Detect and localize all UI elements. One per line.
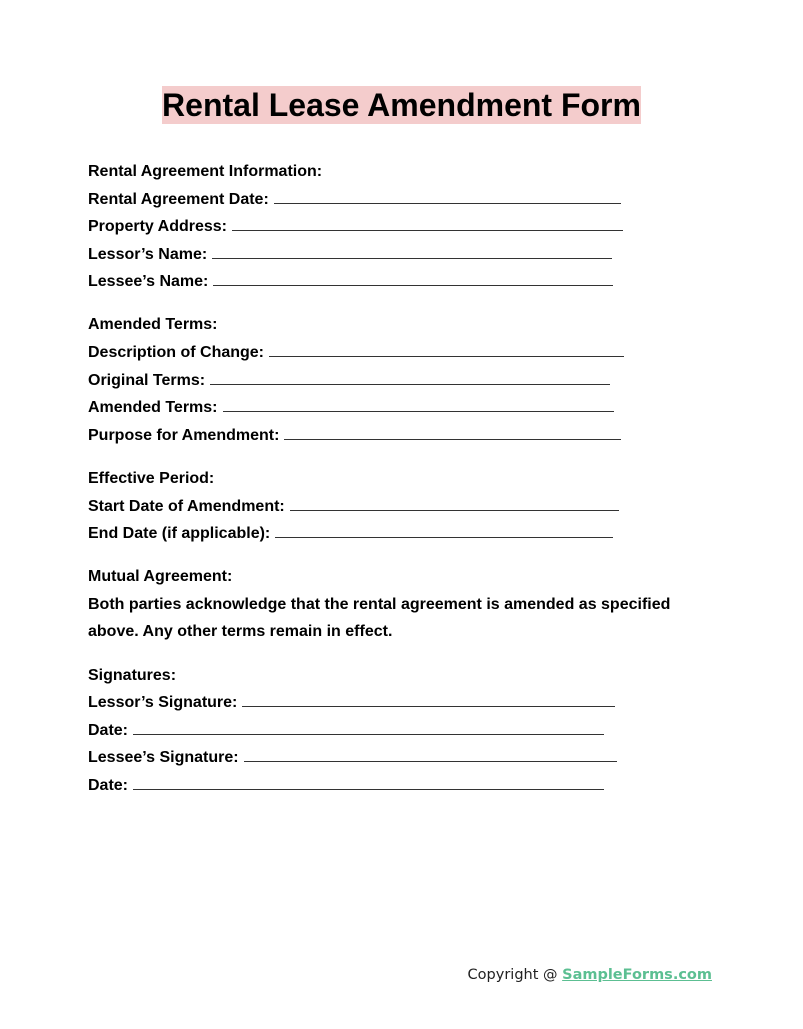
field-label: Property Address: [88,218,227,236]
lessee-signature-blank[interactable] [244,747,617,762]
field-description-of-change [88,339,688,367]
purpose-for-amendment-blank[interactable] [284,425,621,440]
section-heading: Signatures: [88,666,177,684]
field-rental-agreement-date [88,186,688,214]
section-mutual-agreement [88,563,688,646]
section-rental-agreement-info [88,158,688,296]
field-purpose-for-amendment [88,422,688,450]
lessee-date-blank[interactable] [133,775,604,790]
field-label: Lessor’s Name: [88,245,208,263]
lessor-name-blank[interactable] [212,244,612,259]
section-signatures [88,662,688,800]
original-terms-blank[interactable] [210,370,610,385]
field-lessee-signature [88,744,688,772]
section-heading: Effective Period: [88,469,215,487]
field-label: Lessee’s Signature: [88,749,239,767]
section-heading: Amended Terms: [88,316,218,334]
field-label: Date: [88,776,129,794]
field-end-date [88,520,688,548]
footer-copyright [468,967,712,983]
end-date-blank[interactable] [275,523,613,538]
field-amended-terms [88,394,688,422]
description-of-change-blank[interactable] [269,342,624,357]
field-label: Original Terms: [88,371,206,389]
field-label: End Date (if applicable): [88,525,271,543]
sampleforms-link[interactable]: SampleForms.com [562,967,712,983]
section-heading: Mutual Agreement: [88,568,233,586]
field-lessor-name [88,241,688,269]
lessor-signature-blank[interactable] [242,692,615,707]
field-label: Amended Terms: [88,399,218,417]
field-label: Start Date of Amendment: [88,497,285,515]
field-original-terms [88,367,688,395]
field-label: Purpose for Amendment: [88,426,280,444]
title-wrapper [0,86,803,124]
section-amended-terms [88,311,688,449]
property-address-blank[interactable] [232,216,623,231]
field-label: Lessee’s Name: [88,273,209,291]
field-lessor-signature [88,689,688,717]
field-property-address [88,213,688,241]
field-lessee-name [88,268,688,296]
lessee-name-blank[interactable] [213,271,613,286]
copyright-text: Copyright @ [467,967,563,983]
section-heading: Rental Agreement Information: [88,163,323,180]
lessor-date-blank[interactable] [133,720,604,735]
mutual-agreement-text: Both parties acknowledge that the rental agreement is amended as specified above. Any other terms remain in effect. [88,595,671,641]
section-effective-period [88,465,688,548]
page-title: Rental Lease Amendment Form [162,87,641,123]
form-body [88,158,688,799]
field-label: Lessor’s Signature: [88,694,238,712]
field-lessee-date [88,772,688,800]
field-label: Rental Agreement Date: [88,190,269,208]
field-start-date [88,493,688,521]
field-label: Date: [88,721,129,739]
rental-agreement-date-blank[interactable] [274,189,621,204]
amended-terms-blank[interactable] [223,397,614,412]
field-lessor-date [88,717,688,745]
start-date-blank[interactable] [290,496,619,511]
field-label: Description of Change: [88,344,265,362]
